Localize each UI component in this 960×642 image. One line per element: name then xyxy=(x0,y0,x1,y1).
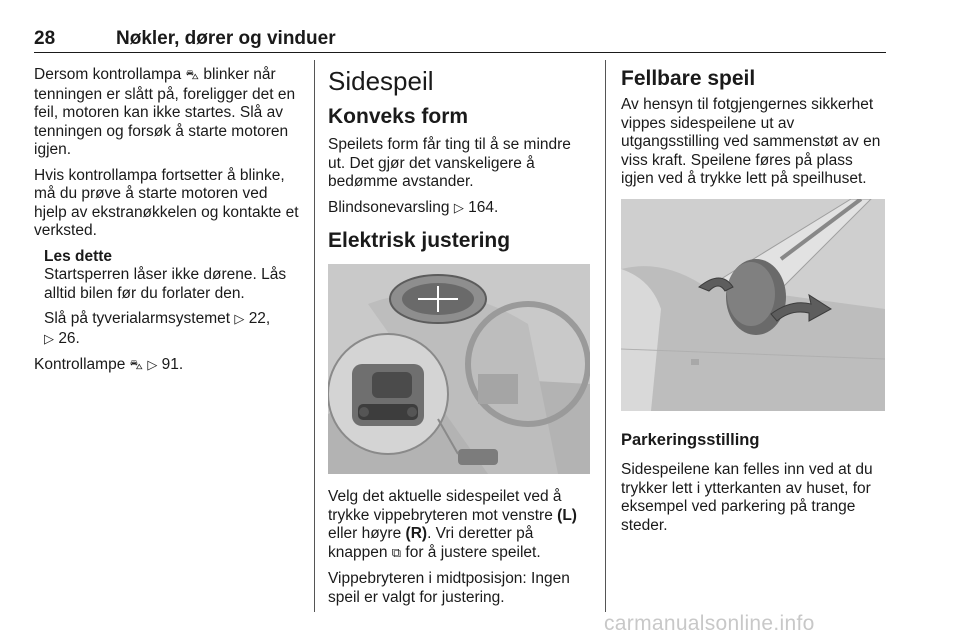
paragraph-blinking: Hvis kontrollampa fortsetter å blinke, må du prøve å starte motoren ved hjelp av ekstranøkkelen og kontakte et verksted. xyxy=(34,166,299,239)
folding-mirror-illustration xyxy=(621,199,885,411)
subtitle-konveks: Konveks form xyxy=(328,105,469,128)
blindspot-paragraph: Blindsonevarsling ▷ 164. xyxy=(328,198,499,216)
column-divider-2 xyxy=(605,60,606,612)
column-right xyxy=(621,66,887,542)
paragraph-immobiliser: Dersom kontrollampa ⛍ blinker når tenningen er slått på, foreligger det en feil, motoren kan ikke startes. Slå av tenningen og forsøk å starte motoren igjen. xyxy=(34,66,296,158)
alarm-ref-1[interactable]: 22, xyxy=(248,310,271,327)
blindspot-ref[interactable]: 164. xyxy=(468,198,499,216)
reference-arrow-icon: ▷ xyxy=(453,200,464,216)
subtitle-electric: Elektrisk justering xyxy=(328,229,511,252)
paragraph-adjust: Velg det aktuelle sidespeilet ved å trykke vippebryteren mot venstre (L) eller høyre (R). Vri deretter på knappen ⧉ for å justere speilet. xyxy=(328,488,577,561)
reference-arrow-icon: ▷ xyxy=(147,358,158,373)
note-text: Startsperren låser ikke dørene. Lås alltid bilen før du forlater den. xyxy=(44,266,287,302)
paragraph-folding: Av hensyn til fotgjengernes sikkerhet vippes sidespeilene ut av utgangsstilling ved sammenstøt av en viss kraft. Speilene føres på plass igjen ved å trykke lett på speilhuset. xyxy=(621,96,881,187)
reference-arrow-icon: ▷ xyxy=(234,312,245,327)
alarm-ref-2[interactable]: 26. xyxy=(58,329,80,347)
paragraph-neutral: Vippebryteren i midtposisjon: Ingen speil er valgt for justering. xyxy=(328,570,570,606)
section-title-sidespeil: Sidespeil xyxy=(328,66,434,96)
key-left: (L) xyxy=(557,506,577,524)
note-title: Les dette xyxy=(44,247,113,265)
immobiliser-car-key-icon: ⛍ xyxy=(129,358,144,373)
column-divider-1 xyxy=(314,60,315,612)
key-right: (R) xyxy=(405,525,428,542)
paragraph-convex: Speilets form får ting til å se mindre ut. Det gjør det vanskeligere å bedømme avstander. xyxy=(328,136,571,190)
subtitle-parking: Parkeringsstilling xyxy=(621,430,760,449)
reference-arrow-icon: ▷ xyxy=(44,331,54,347)
column-left xyxy=(34,66,304,383)
section-title-fellbare: Fellbare speil xyxy=(621,67,756,90)
column-middle xyxy=(328,66,590,614)
mirror-adjust-icon: ⧉ xyxy=(391,545,402,561)
note-box xyxy=(34,248,304,350)
chapter-title: Nøkler, dører og vinduer xyxy=(116,28,336,49)
lamp-paragraph: Kontrollampe ⛍ ▷ 91. xyxy=(34,356,184,373)
immobiliser-car-key-icon: ⛍ xyxy=(185,68,200,83)
mirror-switch-illustration xyxy=(328,264,590,474)
alarm-paragraph: Slå på tyverialarmsystemet ▷ 22, ▷ 26. xyxy=(44,310,271,347)
page-number: 28 xyxy=(34,28,56,49)
watermark: carmanualsonline.info xyxy=(604,612,815,635)
paragraph-parking: Sidespeilene kan felles inn ved at du trykker lett i ytterkanten av huset, for eksempel ved parkering på trange steder. xyxy=(621,461,873,534)
page-header xyxy=(34,28,886,53)
lamp-ref[interactable]: 91. xyxy=(161,356,184,373)
